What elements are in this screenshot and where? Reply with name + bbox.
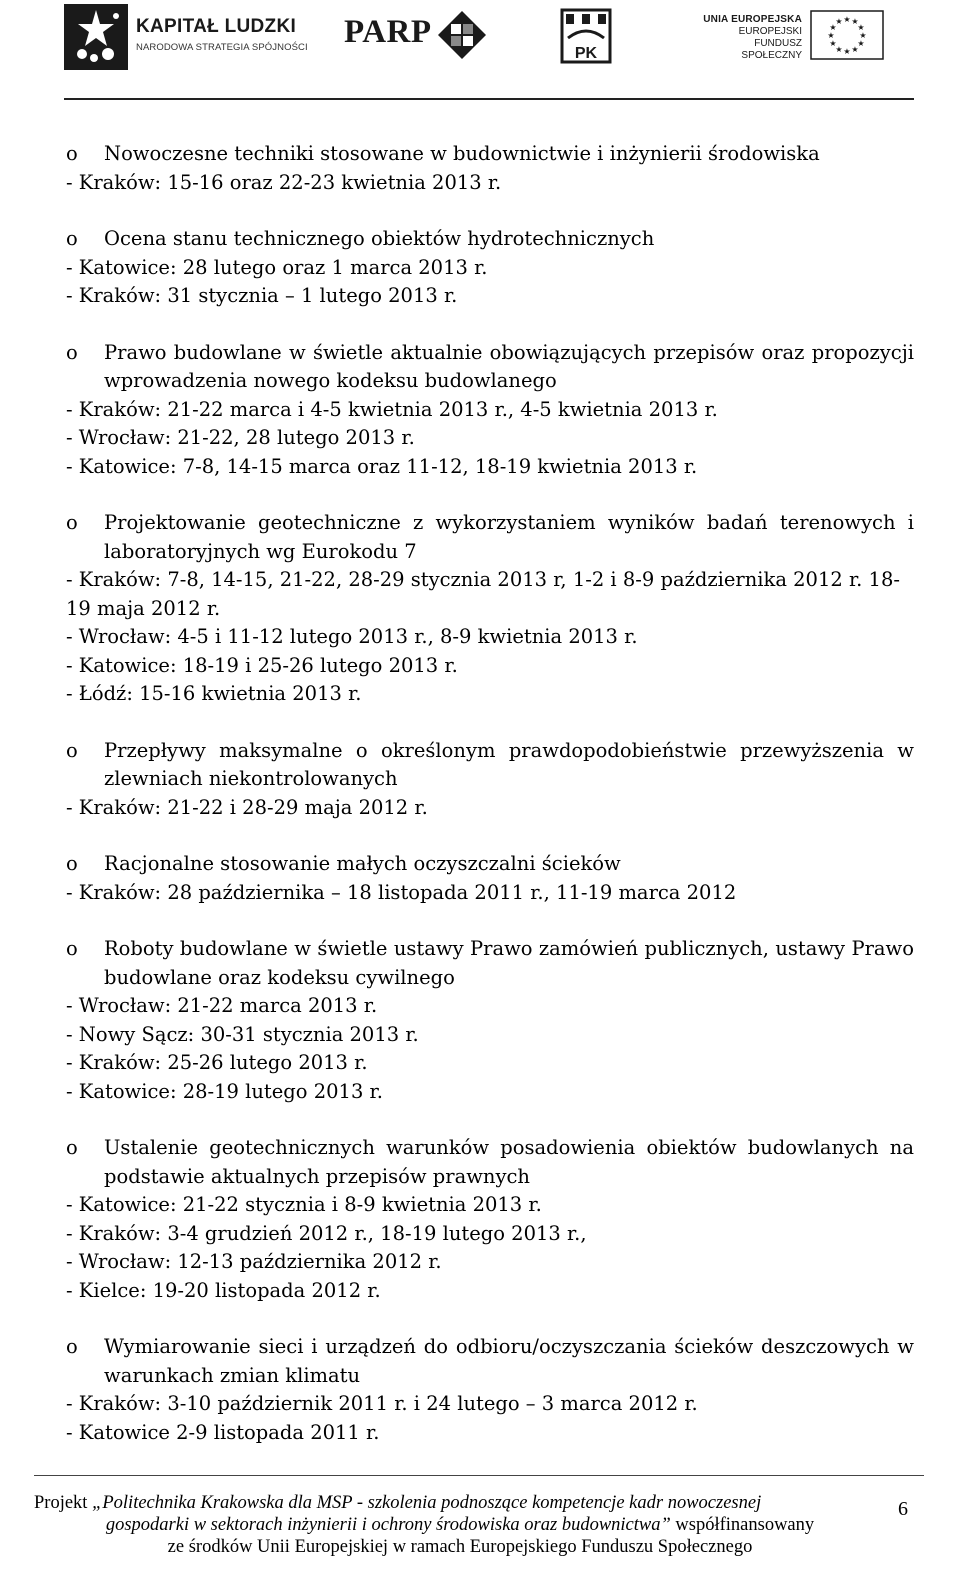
page-number: 6 <box>898 1498 908 1520</box>
course-title <box>66 339 914 396</box>
course-location-dates: - Katowice: 28 lutego oraz 1 marca 2013 r. <box>66 255 488 279</box>
course-title <box>66 140 914 169</box>
course-entry <box>66 225 914 311</box>
parp-logo-icon <box>437 10 487 60</box>
course-title <box>66 1134 914 1191</box>
bullet-icon: o <box>66 937 78 960</box>
course-location-dates: - Wrocław: 4-5 i 11-12 lutego 2013 r., 8-9 kwietnia 2013 r. <box>66 625 638 648</box>
course-location-dates: - Kraków: 25-26 lutego 2013 r. <box>66 1051 368 1074</box>
course-location-dates: - Kraków: 28 października – 18 listopada 2011 r., 11-19 marca 2012 <box>66 880 737 904</box>
course-location-dates: - Kraków: 21-22 i 28-29 maja 2012 r. <box>66 795 428 819</box>
course-title-text: Projektowanie geotechniczne z wykorzystaniem wyników badań terenowych i laboratoryjnych wg Eurokodu 7 <box>104 511 914 563</box>
course-title-text: Prawo budowlane w świetle aktualnie obowiązujących przepisów oraz propozycji wprowadzenia nowego kodeksu budowlanego <box>104 340 914 392</box>
kapital-ludzki-title: KAPITAŁ LUDZKI <box>136 16 297 37</box>
bullet-icon: o <box>66 738 78 762</box>
course-title-text: Wymiarowanie sieci i urządzeń do odbioru/oczyszczania ścieków deszczowych w warunkach zmian klimatu <box>104 1335 914 1387</box>
bullet-icon: o <box>66 142 78 165</box>
course-location-dates: - Katowice: 28-19 lutego 2013 r. <box>66 1079 383 1103</box>
svg-text:★: ★ <box>859 31 867 40</box>
course-location-dates: - Kraków: 31 stycznia – 1 lutego 2013 r. <box>66 284 458 307</box>
course-title <box>66 509 914 566</box>
course-location-dates: - Kraków: 3-10 październik 2011 r. i 24 lutego – 3 marca 2012 r. <box>66 1392 698 1415</box>
course-location-dates: - Nowy Sącz: 30-31 stycznia 2013 r. <box>66 1022 419 1046</box>
course-title <box>66 737 914 794</box>
header-divider <box>64 98 914 100</box>
course-title <box>66 225 914 254</box>
course-location-dates: - Katowice 2-9 listopada 2011 r. <box>66 1420 380 1444</box>
course-location-dates: - Kraków: 15-16 oraz 22-23 kwietnia 2013 r. <box>66 170 502 194</box>
course-entry <box>66 850 914 907</box>
eu-flag-icon <box>810 10 884 60</box>
footer-line-3: ze środków Unii Europejskiej w ramach Europejskiego Funduszu Społecznego <box>167 1537 753 1557</box>
svg-text:★: ★ <box>835 45 843 54</box>
course-entry <box>66 339 914 482</box>
ue-label-line3: FUNDUSZ SPOŁECZNY <box>741 38 802 61</box>
course-location-dates: - Łódź: 15-16 kwietnia 2013 r. <box>66 682 362 705</box>
course-title-text: Nowoczesne techniki stosowane w budownictwie i inżynierii środowiska <box>104 142 820 165</box>
footer-project-title-1: „Politechnika Krakowska dla MSP - szkolenia podnoszące kompetencje kadr nowoczesnej <box>92 1493 762 1513</box>
ue-label-line1: UNIA EUROPEJSKA <box>703 14 802 25</box>
course-title-text: Przepływy maksymalne o określonym prawdopodobieństwie przewyższenia w zlewniach niekontrolowanych <box>104 738 914 790</box>
course-entry <box>66 1333 914 1447</box>
course-location-dates: - Katowice: 7-8, 14-15 marca oraz 11-12, 18-19 kwietnia 2013 r. <box>66 454 698 478</box>
course-title <box>66 850 914 879</box>
course-location-dates: - Kraków: 7-8, 14-15, 21-22, 28-29 stycznia 2013 r, 1-2 i 8-9 października 2012 r. 18-19 maja 2012 r. <box>66 568 900 620</box>
bullet-icon: o <box>66 1335 78 1358</box>
course-location-dates: - Kraków: 21-22 marca i 4-5 kwietnia 2013 r., 4-5 kwietnia 2013 r. <box>66 397 718 421</box>
svg-text:★: ★ <box>857 39 865 48</box>
course-entry <box>66 509 914 709</box>
parp-logo-text: PARP <box>344 14 432 50</box>
course-location-dates: - Katowice: 18-19 i 25-26 lutego 2013 r. <box>66 653 458 677</box>
course-location-dates: - Kielce: 19-20 listopada 2012 r. <box>66 1278 381 1302</box>
footer-project-title-2: gospodarki w sektorach inżynierii i ochrony środowiska oraz budownictwa” <box>105 1515 671 1535</box>
bullet-icon: o <box>66 340 78 364</box>
svg-text:★: ★ <box>851 45 859 54</box>
ue-label <box>702 14 802 62</box>
svg-text:★: ★ <box>827 31 835 40</box>
politechnika-krakowska-logo <box>560 8 612 64</box>
course-title-text: Ustalenie geotechnicznych warunków posadowienia obiektów budowlanych na podstawie aktualnych przepisów prawnych <box>104 1136 914 1188</box>
bullet-icon: o <box>66 1136 78 1159</box>
course-title <box>66 935 914 992</box>
footer-cofinanced: współfinansowany <box>670 1515 815 1535</box>
course-location-dates: - Kraków: 3-4 grudzień 2012 r., 18-19 lutego 2013 r., <box>66 1221 587 1245</box>
course-entry <box>66 140 914 197</box>
course-entry <box>66 935 914 1106</box>
bullet-icon: o <box>66 852 78 875</box>
bullet-icon: o <box>66 511 78 534</box>
course-entry <box>66 737 914 823</box>
svg-text:★: ★ <box>829 23 837 32</box>
svg-text:★: ★ <box>851 17 859 26</box>
course-title-text: Roboty budowlane w świetle ustawy Prawo zamówień publicznych, ustawy Prawo budowlane oraz kodeksu cywilnego <box>104 937 914 989</box>
kapital-ludzki-logo <box>64 4 128 70</box>
svg-text:★: ★ <box>829 39 837 48</box>
course-location-dates: - Wrocław: 21-22 marca 2013 r. <box>66 994 378 1017</box>
svg-text:★: ★ <box>843 15 851 24</box>
svg-text:★: ★ <box>835 17 843 26</box>
kapital-ludzki-subtitle: NARODOWA STRATEGIA SPÓJNOŚCI <box>136 42 308 53</box>
course-entry <box>66 1134 914 1305</box>
footer-prefix: Projekt <box>34 1493 93 1513</box>
bullet-icon: o <box>66 227 78 250</box>
footer-divider <box>34 1475 924 1476</box>
svg-text:★: ★ <box>857 23 865 32</box>
course-location-dates: - Wrocław: 21-22, 28 lutego 2013 r. <box>66 426 415 449</box>
course-title-text: Racjonalne stosowanie małych oczyszczalni ścieków <box>104 852 621 875</box>
ue-label-line2: EUROPEJSKI <box>738 26 802 37</box>
page-header <box>0 0 960 100</box>
course-location-dates: - Wrocław: 12-13 października 2012 r. <box>66 1250 442 1273</box>
course-location-dates: - Katowice: 21-22 stycznia i 8-9 kwietnia 2013 r. <box>66 1193 542 1216</box>
course-title <box>66 1333 914 1390</box>
pk-mark-text: PK <box>574 45 598 62</box>
course-list <box>66 140 914 1475</box>
course-title-text: Ocena stanu technicznego obiektów hydrotechnicznych <box>104 227 655 250</box>
svg-text:★: ★ <box>843 47 851 56</box>
